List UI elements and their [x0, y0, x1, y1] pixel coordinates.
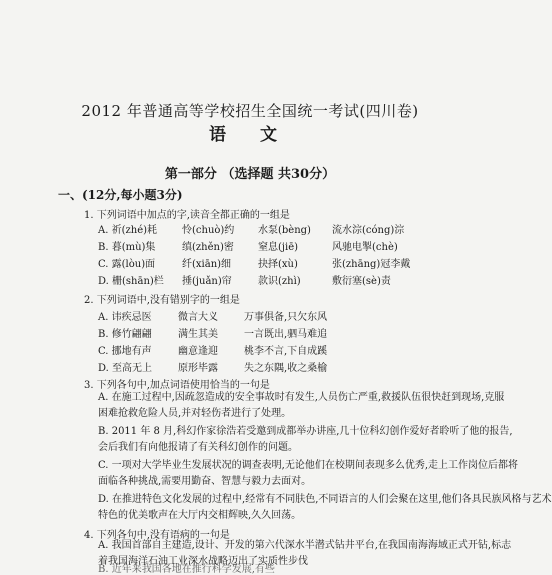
- q1-option-a-2: 怜(chuò)约: [182, 225, 235, 236]
- q2-option-a-3: 万事俱备,只欠东风: [244, 312, 328, 323]
- q2-option-b-2: 满生其美: [178, 329, 218, 340]
- q3-option-c: [98, 458, 519, 490]
- q1-option-d-1: D. 栅(shān)栏: [98, 276, 164, 287]
- question-3-stem: 3. 下列各句中,加点词语使用恰当的一句是: [84, 380, 270, 391]
- q3-option-c-line-2: 面临各种挑战,需要用勤奋、智慧与毅力去面对。: [98, 476, 312, 487]
- q3-option-b-line-2: 会后我们有向他报请了有关科幻创作的问题。: [98, 442, 298, 453]
- q2-option-a-2: 微言大义: [178, 312, 218, 323]
- q3-option-b: [98, 424, 513, 456]
- q2-option-c-3: 桃李不言,下自成蹊: [244, 346, 328, 357]
- q1-option-b-2: 缜(zhěn)密: [182, 242, 234, 253]
- q1-option-b-3: 窒息(jiē): [258, 242, 299, 253]
- question-1-stem: 1. 下列词语中加点的字,读音全都正确的一组是: [84, 210, 290, 221]
- q3-option-d-line-1: D. 在推进特色文化发展的过程中,经常有不同肤色,不同语言的人们会聚在这里,他们各具民族风格与艺术: [98, 494, 552, 505]
- q1-option-d-2: 捶(juǎn)帘: [182, 276, 232, 287]
- q2-option-c-1: C. 挪地有声: [98, 346, 152, 357]
- question-2-stem: 2. 下列词语中,没有错别字的一组是: [84, 295, 240, 306]
- q1-option-d-4: 敷衍塞(sè)责: [332, 276, 391, 287]
- exam-title: 2012 年普通高等学校招生全国统一考试(四川卷): [81, 102, 419, 120]
- q3-option-a-line-1: A. 在施工过程中,因疏忽造成的安全事故时有发生,人员伤亡严重,救援队伍很快赶到现场,克服: [98, 392, 505, 403]
- q1-option-a-1: A. 祈(zhé)耗: [98, 225, 158, 236]
- q2-option-c-2: 幽意逢迎: [178, 346, 218, 357]
- q3-option-b-line-1: B. 2011 年 8 月,科幻作家徐浩若受邀到成都举办讲座,几十位科幻创作爱好者聆听了他的报告,: [98, 426, 513, 437]
- q2-option-b-3: 一言既出,驷马难追: [244, 329, 328, 340]
- q1-option-a-4: 流水淙(cóng)淙: [332, 225, 405, 236]
- q2-option-a-1: A. 讳疾忌医: [98, 312, 152, 323]
- section-heading: 一、(12分,每小题3分): [58, 188, 183, 202]
- q1-option-b-1: B. 暮(mù)集: [98, 242, 156, 253]
- q4-option-a-line-1: A. 我国首部自主建造,设计、开发的第六代深水半潜式钻井平台,在我国南海海域正式开钻,标志: [98, 540, 512, 551]
- q1-option-d-3: 款识(zhì): [258, 276, 301, 287]
- q1-option-c-2: 纤(xiān)细: [182, 259, 232, 270]
- q1-option-a-3: 水泵(bèng): [258, 225, 311, 236]
- q3-option-d-line-2: 特色的优美歌声在大厅内交相辉映,久久回荡。: [98, 510, 302, 521]
- part-heading: 第一部分 （选择题 共30分）: [164, 167, 336, 182]
- q1-option-b-4: 风驰电掣(chè): [332, 242, 398, 253]
- q2-option-d-1: D. 至高无上: [98, 363, 153, 374]
- q2-option-d-3: 失之东隅,收之桑榆: [244, 363, 328, 374]
- q4-option-a-line-2: 着我国海洋石油工业深水战略迈出了实质性步伐: [98, 556, 308, 567]
- q3-option-c-line-1: C. 一项对大学毕业生发展状况的调查表明,无论他们在校期间表现多么优秀,走上工作岗位后都将: [98, 460, 519, 471]
- q3-option-a-line-2: 困难抢救危险人员,并对轻伤者进行了处理。: [98, 408, 292, 419]
- subject-heading: 语 文: [209, 125, 291, 145]
- q1-option-c-1: C. 露(lòu)面: [98, 259, 156, 270]
- q1-option-c-4: 张(zhāng)冠李戴: [332, 259, 411, 270]
- cut-off-text: B. 近年来我国各地在推行科学发展,有些: [98, 564, 275, 575]
- q1-option-c-3: 抉择(xù): [258, 259, 298, 270]
- q2-option-b-1: B. 修竹翩翩: [98, 329, 152, 340]
- question-4-stem: 4. 下列各句中,没有语病的一句是: [84, 530, 230, 541]
- q3-option-d: [98, 492, 552, 524]
- q2-option-d-2: 原形毕露: [178, 363, 218, 374]
- q3-option-a: [98, 390, 505, 422]
